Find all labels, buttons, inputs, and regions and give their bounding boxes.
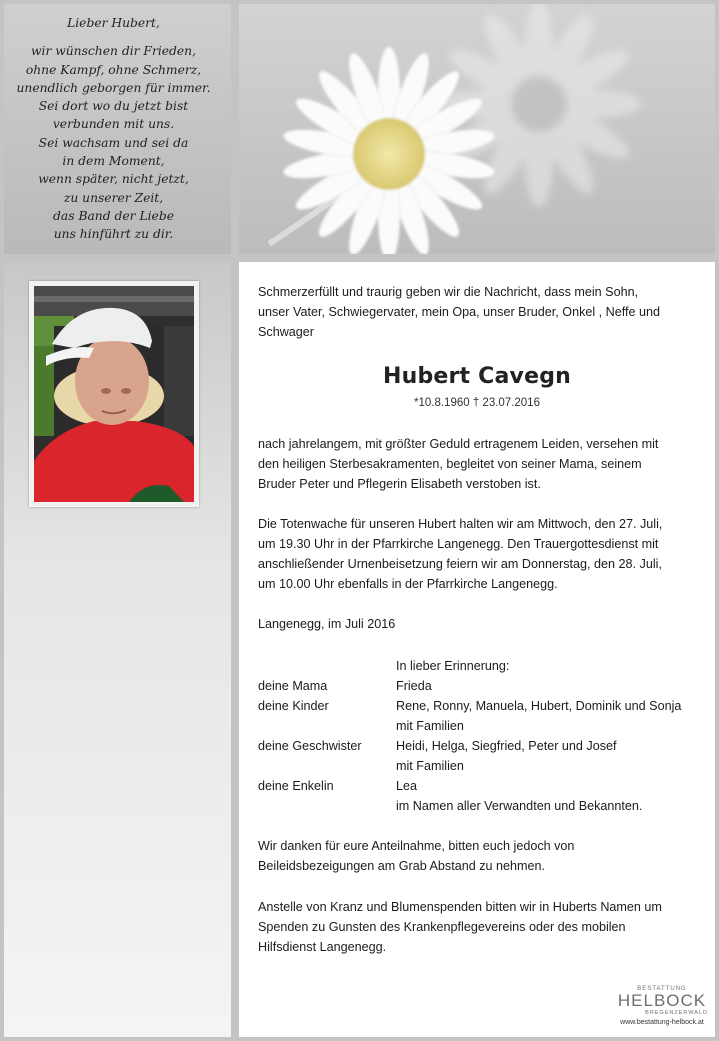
logo-name: HELBOCK <box>617 991 707 1010</box>
poem-greeting: Lieber Hubert, <box>67 16 160 30</box>
text-line: um 19.30 Uhr in der Pfarrkirche Langenegg. Den Trauergottesdienst mit <box>258 537 659 551</box>
family-row <box>258 756 708 776</box>
poem-line: ohne Kampf, ohne Schmerz, <box>25 62 202 77</box>
family-row <box>258 656 708 676</box>
family-list <box>258 656 708 816</box>
family-label <box>258 716 396 736</box>
text-line: Wir danken für eure Anteilnahme, bitten euch jedoch von <box>258 839 575 853</box>
paragraph-thanks <box>258 836 703 876</box>
text-line: anschließender Urnenbeisetzung feiern wir am Donnerstag, den 28. Juli, <box>258 557 662 571</box>
family-names: Lea <box>396 779 418 793</box>
family-names: im Namen aller Verwandten und Bekannten. <box>396 799 643 813</box>
family-row <box>258 676 708 696</box>
family-label: deine Enkelin <box>258 779 334 793</box>
paragraph-donations <box>258 897 703 957</box>
poem-line: wir wünschen dir Frieden, <box>30 44 197 59</box>
portrait-photo <box>34 286 194 502</box>
text-line: nach jahrelangem, mit größter Geduld ertragenem Leiden, versehen mit <box>258 437 659 451</box>
family-row <box>258 776 708 796</box>
family-row <box>258 796 708 816</box>
family-label: deine Mama <box>258 679 328 693</box>
family-names: Rene, Ronny, Manuela, Hubert, Dominik und Sonja <box>396 699 682 713</box>
text-line: Anstelle von Kranz und Blumenspenden bitten wir in Huberts Namen um <box>258 900 662 914</box>
poem-line: verbunden mit uns. <box>52 117 175 132</box>
funeral-home-logo <box>612 986 712 1026</box>
family-label: deine Geschwister <box>258 739 362 753</box>
family-names: mit Familien <box>396 719 464 733</box>
text-line: Schmerzerfüllt und traurig geben wir die Nachricht, dass mein Sohn, <box>258 285 639 299</box>
poem-line: Sei wachsam und sei da <box>38 135 189 150</box>
text-line: Beileidsbezeigungen am Grab Abstand zu nehmen. <box>258 859 546 873</box>
memory-heading: In lieber Erinnerung: <box>396 659 510 673</box>
paragraph-passing <box>258 434 703 494</box>
daisy-image <box>239 4 715 254</box>
family-label <box>258 656 396 676</box>
family-row <box>258 736 708 756</box>
family-names: mit Familien <box>396 759 464 773</box>
text-line: Bruder Peter und Pflegerin Elisabeth verstoben ist. <box>258 477 541 491</box>
logo-top-text: BESTATTUNG <box>637 986 687 992</box>
text-line: Hilfsdienst Langenegg. <box>258 940 387 954</box>
poem-line: zu unserer Zeit, <box>63 190 164 205</box>
portrait-illustration <box>34 286 194 502</box>
place-date <box>258 614 703 634</box>
family-row <box>258 696 708 716</box>
poem <box>0 14 227 244</box>
paragraph-ceremony <box>258 514 703 594</box>
portrait-frame <box>29 281 199 507</box>
text-line: den heiligen Sterbesakramenten, begleitet von seiner Mama, seinem <box>258 457 642 471</box>
poem-line: unendlich geborgen für immer. <box>16 80 211 95</box>
text-line: Spenden zu Gunsten des Krankenpflegevereins oder des mobilen <box>258 920 626 934</box>
daisy-illustration <box>239 4 715 254</box>
intro-text <box>258 282 703 342</box>
logo-url: www.bestattung-helbock.at <box>620 1019 704 1026</box>
family-label <box>258 796 396 816</box>
poem-line: Sei dort wo du jetzt bist <box>38 99 189 114</box>
family-names: Frieda <box>396 679 432 693</box>
poem-line: wenn später, nicht jetzt, <box>38 172 189 187</box>
family-label <box>258 756 396 776</box>
text-line: um 10.00 Uhr ebenfalls in der Pfarrkirche Langenegg. <box>258 577 558 591</box>
text-line: Langenegg, im Juli 2016 <box>258 617 396 631</box>
poem-line: das Band der Liebe <box>53 208 174 223</box>
deceased-name: Hubert Cavegn <box>382 364 572 389</box>
family-row <box>258 716 708 736</box>
logo-region: BREGENZERWALD <box>645 1010 708 1016</box>
text-line: unser Vater, Schwiegervater, mein Opa, unser Bruder, Onkel , Neffe und <box>258 305 661 319</box>
poem-line: uns hinführt zu dir. <box>53 227 174 242</box>
text-line: Schwager <box>258 325 315 339</box>
family-names: Heidi, Helga, Siegfried, Peter und Josef <box>396 739 617 753</box>
text-line: Die Totenwache für unseren Hubert halten wir am Mittwoch, den 27. Juli, <box>258 517 663 531</box>
life-dates: *10.8.1960 † 23.07.2016 <box>414 397 540 409</box>
poem-line: in dem Moment, <box>62 154 165 169</box>
family-label: deine Kinder <box>258 699 329 713</box>
